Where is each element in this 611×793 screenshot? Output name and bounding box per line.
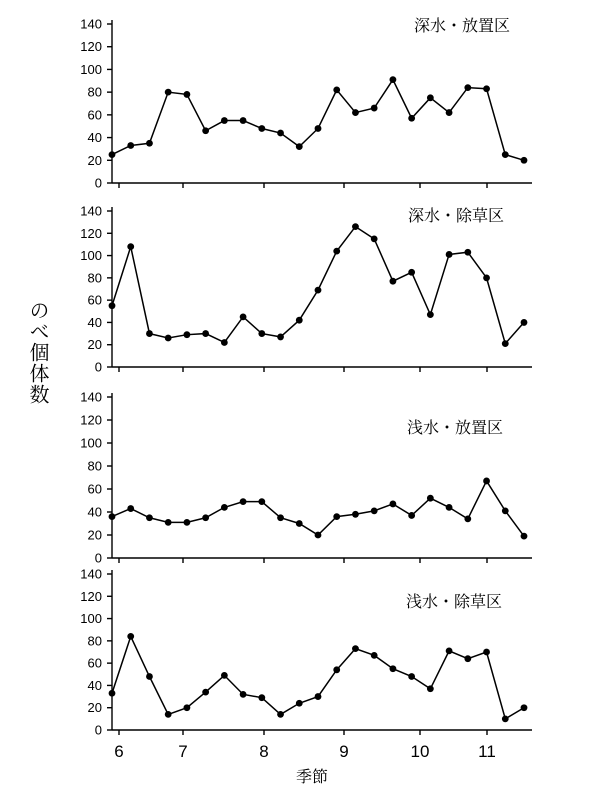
panel-title: 深水・除草区 [407,206,505,225]
data-point [315,287,322,294]
data-point [202,127,209,134]
data-point [240,691,247,698]
data-point [352,223,359,230]
data-point [464,84,471,91]
data-point [127,243,134,250]
data-point [371,235,378,242]
data-point [408,512,415,519]
data-point [371,105,378,112]
data-point [446,251,453,258]
data-point [464,249,471,256]
x-tick-label: 11 [478,742,496,761]
data-point [127,633,134,640]
y-tick-label: 80 [87,270,102,286]
y-tick-label: 140 [80,16,102,32]
data-point [184,704,191,711]
data-point [240,117,247,124]
data-point [333,248,340,255]
data-point [502,715,509,722]
data-point [427,311,434,318]
data-point [240,313,247,320]
y-tick-label: 140 [80,389,102,405]
data-point [165,519,172,526]
panel-shallow-water-untreated [80,390,532,566]
x-tick-label: 6 [114,742,124,761]
x-axis-label: 季節 [295,767,328,786]
y-tick-label: 120 [80,588,102,604]
y-axis-label: のべ個体数 [26,300,50,405]
y-tick-label: 60 [87,655,102,671]
y-tick-label: 120 [80,225,102,241]
y-tick-label: 20 [87,527,102,543]
panel-title: 浅水・除草区 [405,592,503,611]
data-point [202,514,209,521]
data-point [165,335,172,342]
y-tick-label: 20 [87,700,102,716]
data-point [521,157,528,164]
data-point [258,330,265,337]
x-tick-label: 7 [178,742,188,761]
data-point [521,319,528,326]
data-point [502,151,509,158]
data-point [221,117,228,124]
data-point [296,700,303,707]
data-point [390,278,397,285]
x-tick-label: 9 [339,742,349,761]
data-point [202,689,209,696]
y-tick-label: 20 [87,152,102,168]
panel-title: 深水・放置区 [413,16,511,35]
data-point [483,274,490,281]
y-tick-label: 40 [87,314,102,330]
data-point [371,652,378,659]
y-tick-label: 40 [87,130,102,146]
data-point [464,655,471,662]
series-line [112,636,524,718]
data-point [446,647,453,654]
data-point [390,76,397,83]
data-point [109,513,116,520]
y-tick-label: 120 [80,412,102,428]
data-point [146,140,153,147]
data-point [390,665,397,672]
data-point [109,151,116,158]
y-tick-label: 60 [87,481,102,497]
data-point [446,504,453,511]
data-point [184,519,191,526]
y-tick-label: 0 [94,550,102,566]
data-point [427,685,434,692]
data-point [371,507,378,514]
data-point [427,495,434,502]
y-tick-label: 140 [80,566,102,582]
data-point [258,125,265,132]
panel-shallow-water-weeded [80,567,532,738]
month-axis [114,742,496,761]
data-point [315,693,322,700]
data-point [221,504,228,511]
data-point [333,666,340,673]
data-point [502,507,509,514]
data-point [277,130,284,137]
data-point [464,516,471,523]
data-point [109,302,116,309]
data-point [315,532,322,539]
data-point [221,672,228,679]
data-point [483,649,490,656]
y-tick-label: 100 [80,611,102,627]
data-point [240,498,247,505]
y-tick-label: 120 [80,39,102,55]
data-point [277,334,284,341]
data-point [146,514,153,521]
data-point [521,704,528,711]
data-point [296,317,303,324]
series-line [112,227,524,344]
y-tick-label: 80 [87,84,102,100]
y-tick-label: 0 [94,722,102,738]
data-point [296,143,303,150]
x-tick-label: 10 [410,742,430,761]
data-point [258,694,265,701]
data-point [296,520,303,527]
y-tick-label: 80 [87,633,102,649]
panel-deep-water-untreated [80,16,532,191]
data-point [352,109,359,116]
data-point [408,115,415,122]
data-point [202,330,209,337]
y-tick-label: 0 [94,359,102,375]
data-point [390,501,397,508]
y-tick-label: 100 [80,248,102,264]
data-point [258,498,265,505]
data-point [277,711,284,718]
y-tick-label: 140 [80,203,102,219]
y-tick-label: 100 [80,435,102,451]
data-point [165,711,172,718]
data-point [408,673,415,680]
y-tick-label: 0 [94,175,102,191]
data-point [333,86,340,93]
data-point [483,478,490,485]
series-line [112,80,524,161]
data-point [146,330,153,337]
data-point [352,511,359,518]
panel-deep-water-weeded [80,204,532,375]
data-point [521,533,528,540]
data-point [483,85,490,92]
data-point [408,269,415,276]
data-point [146,673,153,680]
y-tick-label: 40 [87,504,102,520]
data-point [109,690,116,697]
data-point [446,109,453,116]
data-point [165,89,172,96]
data-point [221,339,228,346]
series-line [112,481,524,536]
data-point [184,331,191,338]
data-point [184,91,191,98]
panel-title: 浅水・放置区 [406,418,504,437]
x-tick-label: 8 [259,742,269,761]
y-tick-label: 20 [87,337,102,353]
data-point [315,125,322,132]
data-point [277,514,284,521]
y-tick-label: 60 [87,292,102,308]
data-point [127,142,134,149]
y-tick-label: 100 [80,61,102,77]
y-tick-label: 60 [87,107,102,123]
data-point [502,340,509,347]
data-point [427,94,434,101]
y-tick-label: 40 [87,677,102,693]
data-point [333,513,340,520]
data-point [127,505,134,512]
data-point [352,645,359,652]
y-tick-label: 80 [87,458,102,474]
